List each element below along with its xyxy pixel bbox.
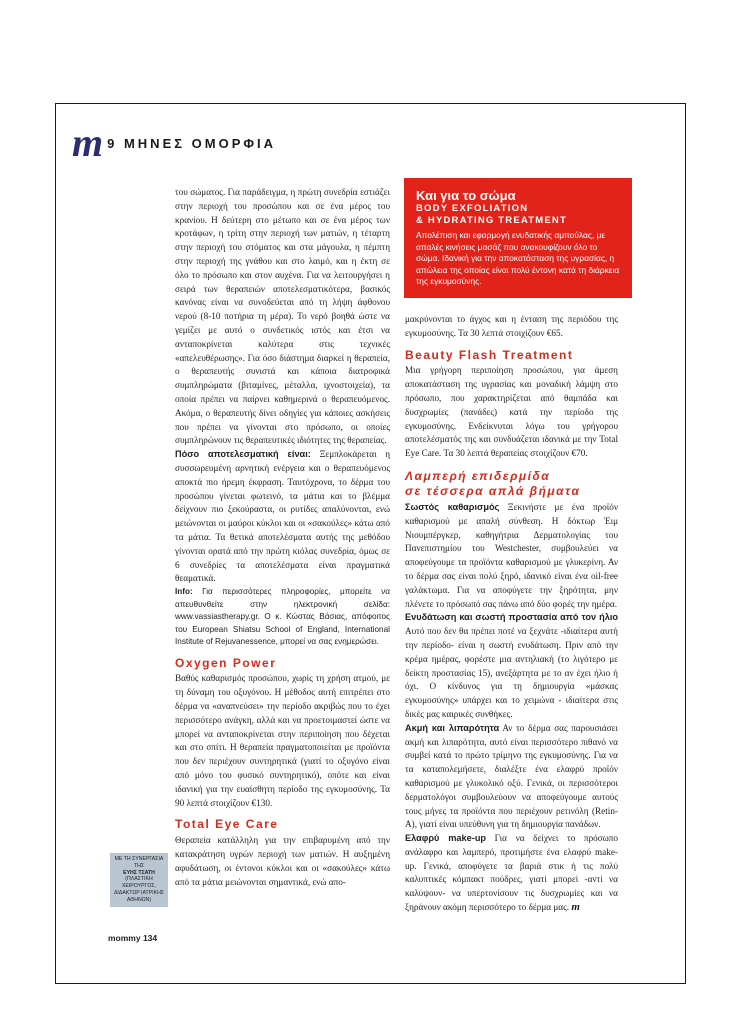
left-column bbox=[175, 186, 390, 889]
beauty-flash-heading: Beauty Flash Treatment bbox=[405, 347, 574, 362]
step-hydration-lead: Ενυδάτωση και σωστή προστασία από τον ήλιο bbox=[405, 612, 618, 623]
step-hydration bbox=[405, 611, 618, 721]
sidebar-kicker: Και για το σώμα bbox=[416, 188, 516, 203]
info-paragraph bbox=[175, 586, 390, 649]
credit-line2: (ΠΛΑΣΤΙΚΗ ΧΕΙΡΟΥΡΓΟΣ, ΔΙΔΑΚΤΩΡ ΙΑΤΡΙΚΗΣ ΑΘΗΝΩΝ) bbox=[113, 876, 165, 903]
credit-name: ΕΥΗΣ ΤΣΑΤΗ bbox=[123, 869, 155, 876]
effectiveness-lead: Πόσο αποτελεσματική είναι: bbox=[175, 449, 311, 460]
page-folio: mommy 134 bbox=[108, 933, 158, 943]
section-header bbox=[72, 120, 277, 165]
skin-steps-heading-line1: Λαμπερή επιδερμίδα bbox=[405, 468, 551, 483]
right-column bbox=[405, 313, 618, 915]
body-treatment-sidebar bbox=[404, 178, 632, 298]
sidebar-title-line1: BODY EXFOLIATION bbox=[416, 203, 529, 214]
oxygen-power-text: Βαθύς καθαρισμός προσώπου, χωρίς τη χρήση ατμού, με τη δύναμη του οξυγόνου. Η μέθοδος αυτή επιτρέπει στο δέρμα να «αναπνεύσει» την περίοδο ακριβώς που το έχει περισσότερο ανάγκη, αλλά και να προετοιμαστεί ώστε να μπορεί να ανταποκρίνεται στην περιποίηση που δέχεται και στο σπίτι. Η θεραπεία πραγματοποιείται με προϊόντα που δεν περιέχουν συντηρητικά (γιατί το οξυγόνο είναι από μόνο του φυσικό συντηρητικό), οπότε και είναι ιδανική για την ευαίσθητη περίοδο της εγκυμοσύνης. Τα 90 λεπτά στοιχίζουν €130. bbox=[175, 673, 390, 808]
end-mark-icon: m bbox=[571, 901, 580, 914]
step-cleansing bbox=[405, 501, 618, 611]
step-acne bbox=[405, 722, 618, 832]
skin-steps-heading-line2: σε τέσσερα απλά βήματα bbox=[405, 483, 581, 498]
effectiveness-text: Ξεμπλοκάρεται η συσσωρευμένη αρνητική ενέργεια και ο θεραπευόμενος αποκτά πιο ήρεμη έκφραση. Ταυτόχρονα, το δέρμα του προσώπου γίνεται φωτεινό, τα μάτια και το βλέμμα δείχνουν πιο ξεκούραστα, οι ρυτίδες απαλύνονται, ενώ μειώνονται οι μαύροι κύκλοι και οι «σακούλες» κάτω από τα μάτια. Τα θετικά αποτελέσματα αυτής της μεθόδου γίνονται ορατά από την πρώτη κιόλας συνεδρία, όμως σε 6 συνεδρίες τα αποτελέσματα είναι πραγματικά θεαματικά. bbox=[175, 449, 390, 584]
credit-line1: ΜΕ ΤΗ ΣΥΝΕΡΓΑΣΙΑ ΤΗΣ bbox=[114, 856, 164, 869]
step-makeup bbox=[405, 832, 618, 915]
continuation-paragraph: μακρύνονται το άγχος και η ένταση της περιόδου της εγκυμοσύνης. Τα 30 λεπτά στοιχίζουν €65. bbox=[405, 314, 618, 338]
section-title: 9 ΜΗΝΕΣ ΟΜΟΡΦΙΑ bbox=[107, 135, 277, 151]
step-makeup-text: Για να δείχνει το πρόσωπο ανάλαφρο και λαμπερό, προτιμήστε ένα ελαφρύ make-up. Γενικά, αποφύγετε τα βαριά στικ ή τις πολύ καλυπτικές κόμπακτ πούδρες, γιατί μπορεί -αντί να καλύψουν- να υπερτονίσουν τις δυσχρωμίες και να ξηράνουν ακόμη περισσότερο το δέρμα μας. bbox=[405, 833, 618, 913]
step-cleansing-lead: Σωστός καθαρισμός bbox=[405, 501, 500, 512]
sidebar-body: Απολέπιση και εφαρμογή ενυδατικής αμπούλας, με απαλές κινήσεις μασάζ που ανακουφίζουν όλο το σώμα. Ιδανική για την αποκατάσταση της υγρασίας, η απώλεια της οποίας είναι πολύ έντονη κατά τη διάρκεια της εγκυμοσύνης. bbox=[416, 230, 620, 287]
magazine-logo: m bbox=[72, 120, 104, 165]
sidebar-title-line2: & HYDRATING TREATMENT bbox=[416, 215, 567, 226]
total-eye-care-heading: Total Eye Care bbox=[175, 817, 279, 832]
oxygen-power-heading: Oxygen Power bbox=[175, 655, 277, 670]
step-hydration-text: Αυτό που δεν θα πρέπει ποτέ να ξεχνάτε -ιδιαίτερα αυτή την περίοδο- είναι η σωστή ενυδάτωση. Πριν από την κρέμα ημέρας, φορέστε μια αντηλιακή (το λιγότερο με δείκτη προστασίας 15), ανεξάρτητα με το αν έχει ήλιο ή όχι. Ο κίνδυνος για τη δημιουργία «μάσκας εγκυμοσύνης» υπάρχει και το χειμώνα - ιδιαίτερα στις δικές μας καιρικές συνθήκες. bbox=[405, 626, 618, 719]
step-acne-text: Αν το δέρμα σας παρουσιάσει ακμή και λιπαρότητα, αυτό είναι περισσότερο πιθανό να συμβεί κατά το πρώτο τρίμηνο της εγκυμοσύνης. Για να τα καταπολεμήσετε, διαλέξτε ένα ελαφρύ προϊόν καθαρισμού με γλυκολικό οξύ. Γενικά, οι περισσότεροι δερματολόγοι συμβουλεύουν να αποφεύγουμε αυτούς τους μήνες τα προϊόντα που περιέχουν ρετινόλη (Retin-A), γιατί είναι υπεύθυνη για τη δημιουργία πανάδων. bbox=[405, 722, 618, 830]
info-text: Για περισσότερες πληροφορίες, μπορείτε να απευθυνθείτε στην ηλεκτρονική σελίδα: www.vassiastherapy.gr. Ο κ. Κώστας Βάσιας, απόφοιτος του European Shiatsu School of England, International Institute of Rejuvanessence, μπορεί να σας ενημερώσει. bbox=[175, 587, 390, 647]
collaboration-credit bbox=[110, 853, 168, 907]
effectiveness-paragraph bbox=[175, 448, 390, 586]
step-makeup-lead: Ελαφρύ make-up bbox=[405, 833, 487, 844]
step-cleansing-text: Ξεκινήστε με ένα προϊόν καθαρισμού με απαλή σύνθεση. Η δόκτωρ Έιμ Νιουμπέργκερ, καθηγήτρια Δερματολογίας του Πανεπιστημίου του Westchester, συμβουλεύει να αποφεύγουμε τα προϊόντα καθαρισμού με γλυκερίνη. Αν το δέρμα σας είναι πολύ ξηρό, ιδανικό είναι ένα oil-free γαλάκτωμα. Για να αποφύγετε την ξηρότητα, μην πλένετε το πρόσωπό σας πάνω από δύο φορές την ημέρα. bbox=[405, 501, 618, 609]
skin-steps-heading bbox=[405, 469, 618, 499]
total-eye-care-text: Θεραπεία κατάλληλη για την επιβαρυμένη από την κατακράτηση υγρών περιοχή των ματιών. Η αυξημένη αφυδάτωση, οι έντονοι κύκλοι και οι «σακούλες» κάτω από τα μάτια μειώνονται σημαντικά, ενώ απο- bbox=[175, 835, 390, 887]
step-acne-lead: Ακμή και λιπαρότητα bbox=[405, 722, 500, 733]
beauty-flash-text: Μια γρήγορη περιποίηση προσώπου, για άμεση αποκατάσταση της υγρασίας και μοναδική λάμψη στο πρόσωπο, που χαρακτηρίζεται από θαμπάδα και δυσχρωμίες (πανάδες) κατά την περίοδο της εγκυμοσύνης. Ενδείκνυται λόγω του γρήγορου αποτελέσματός της και συνδυάζεται ιδανικά με την Total Eye Care. Τα 30 λεπτά θεραπείας στοιχίζουν €70. bbox=[405, 365, 618, 459]
info-lead: Info: bbox=[175, 587, 193, 597]
intro-paragraph: του σώματος. Για παράδειγμα, η πρώτη συνεδρία εστιάζει στην περιοχή του προσώπου και σε ένα μέρος του κρανίου. Η δεύτερη στο μέτωπο και σε ένα μέρος των κροτάφων, η τρίτη στην περιοχή των ματιών, η τέταρτη στην περιοχή του στόματος και στα μάγουλα, η πέμπτη στην περιοχή της γνάθου και στο λαιμό, και η έκτη σε όλο το πρόσωπο και στον αυχένα. Για να λειτουργήσει η σειρά των θεραπειών αποτελεσματικότερα, βασικός κανόνας είναι να συνοδεύεται από τη λήψη άφθονου νερού (8-10 ποτήρια τη μέρα). Το νερό βοηθά ώστε να γεμίζει με αυτό ο συνδετικός ιστός και έτσι να ανταποκρίνεται καλύτερα στις τεχνικές «απελευθέρωσης». Για όσο διάστημα διαρκεί η θεραπεία, ο θεραπευτής συνιστά και κάποια διατροφικά συμπληρώματα (βιταμίνες, μέταλλα, ιχνοστοιχεία), τα οποία πρέπει να παίρνει καθημερινά ο θεραπευόμενος. Ακόμα, ο θεραπευτής δίνει οδηγίες για κάποιες ασκήσεις που πρέπει να γίνονται στο πρόσωπο, οι οποίες συμπληρώνουν τις θεραπευτικές ιδιότητες της θεραπείας. bbox=[175, 187, 390, 446]
